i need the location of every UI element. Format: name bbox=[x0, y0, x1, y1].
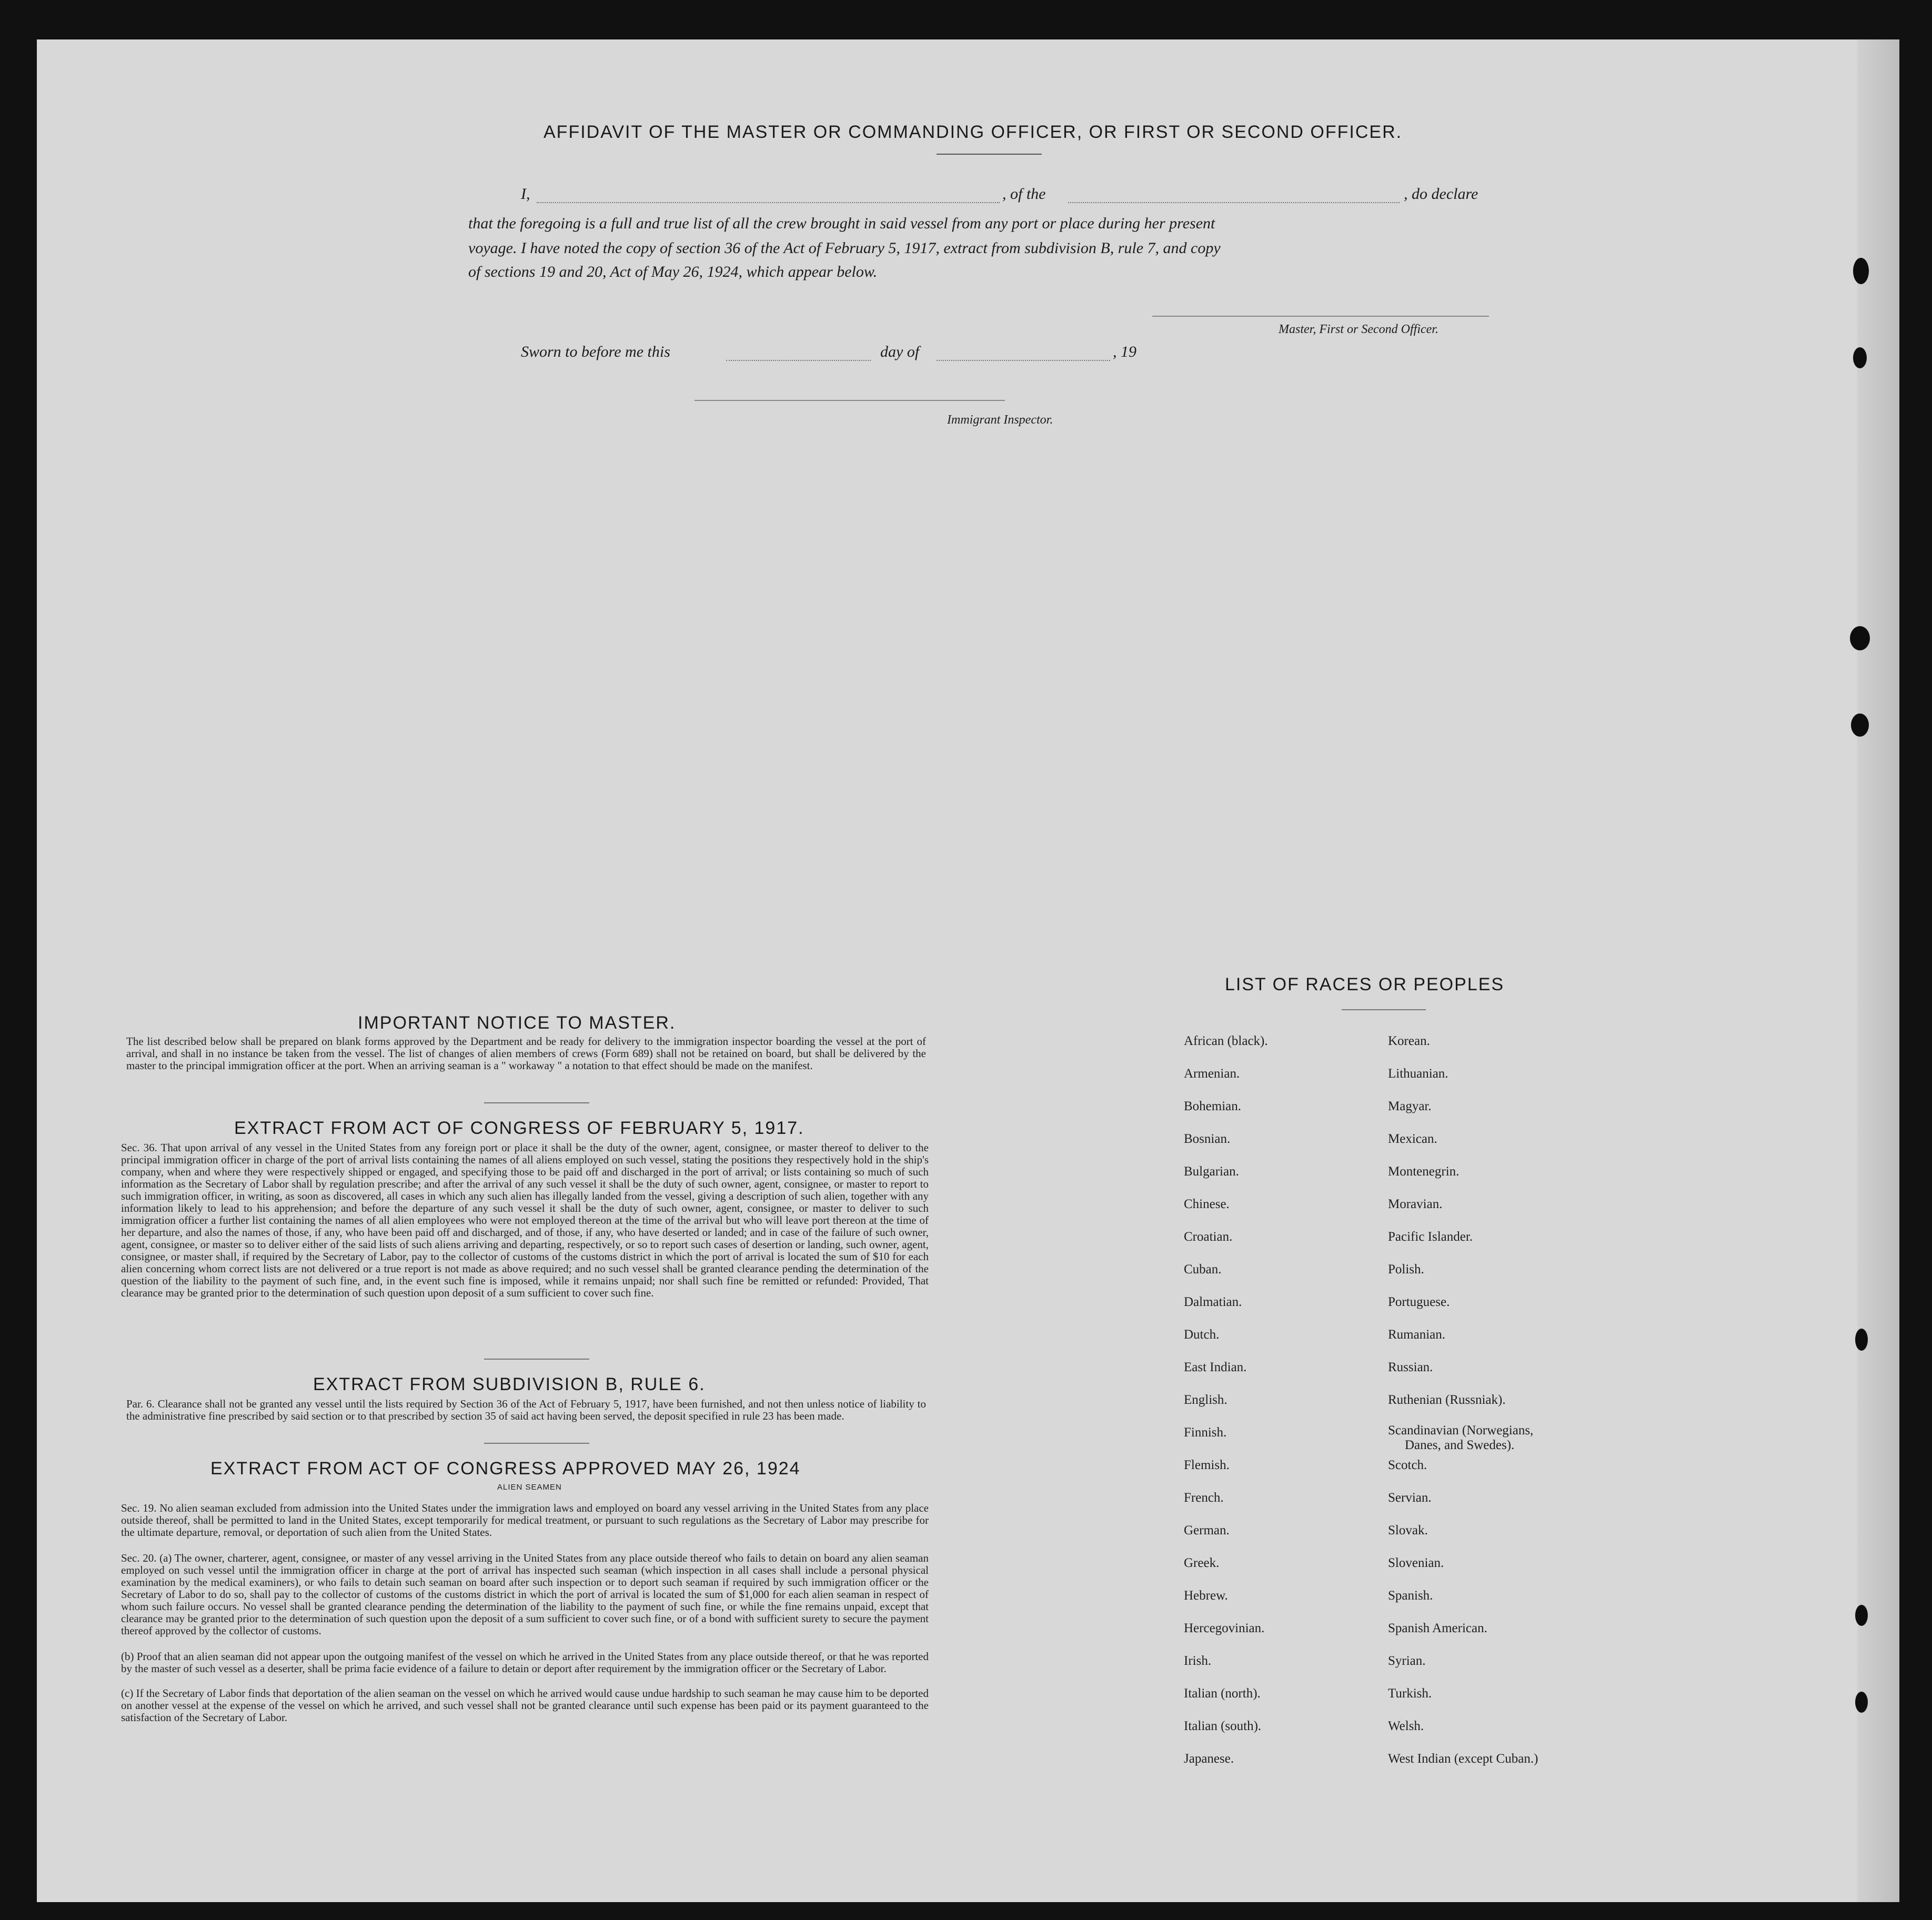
race-item: Chinese. bbox=[1184, 1197, 1230, 1211]
race-item: Italian (south). bbox=[1184, 1719, 1262, 1733]
race-item: East Indian. bbox=[1184, 1360, 1247, 1374]
day-of-label: day of bbox=[880, 343, 920, 360]
binder-hole bbox=[1851, 713, 1869, 737]
race-item: Scotch. bbox=[1388, 1458, 1427, 1472]
race-item: Finnish. bbox=[1184, 1425, 1227, 1440]
declaration-line-2: that the foregoing is a full and true list of all the crew brought in said vessel from any port or place during her present bbox=[468, 215, 1215, 232]
race-item: Flemish. bbox=[1184, 1458, 1230, 1472]
race-item: Bosnian. bbox=[1184, 1132, 1231, 1146]
extract-rule6-rule bbox=[484, 1443, 589, 1444]
race-item: Hercegovinian. bbox=[1184, 1621, 1265, 1635]
race-item: Slovak. bbox=[1388, 1523, 1428, 1537]
extract-1924-sec20b: (b) Proof that an alien seaman did not appear upon the outgoing manifest of the vessel on which he arrived in the United States from any place outside thereof, or that he was reported by the master of such vessel as a deserter, shall be prima facie evidence of a failure to detain or deport after requirement by the immigration officer or the Secretary of Labor. bbox=[121, 1650, 929, 1675]
sworn-prefix: Sworn to before me this bbox=[521, 343, 670, 360]
race-item: Slovenian. bbox=[1388, 1556, 1444, 1570]
extract-1924-sec19: Sec. 19. No alien seaman excluded from admission into the United States under the immigration laws and employed on board any vessel arriving in the United States from any place outside thereof, shall be permitted to land in the United States, except temporarily for medical treatment, or pursuant to such regulations as the Secretary of Labor may prescribe for the ultimate departure, removal, or deportation of such alien from the United States. bbox=[121, 1502, 929, 1539]
sworn-year-label: , 19 bbox=[1113, 343, 1136, 360]
race-item: Portuguese. bbox=[1388, 1295, 1450, 1309]
inspector-signature-line[interactable] bbox=[695, 400, 1005, 401]
race-item: Hebrew. bbox=[1184, 1589, 1228, 1603]
sworn-line bbox=[521, 343, 1179, 364]
master-signature-line[interactable] bbox=[1152, 316, 1489, 317]
extract-1924-subtitle: ALIEN SEAMEN bbox=[497, 1483, 562, 1492]
race-item: Russian. bbox=[1388, 1360, 1433, 1374]
do-declare-label: , do declare bbox=[1404, 185, 1478, 203]
affidavit-title: AFFIDAVIT OF THE MASTER OR COMMANDING OFFICER, OR FIRST OR SECOND OFFICER. bbox=[544, 122, 1403, 142]
binder-hole bbox=[1855, 1329, 1868, 1351]
race-item: Turkish. bbox=[1388, 1686, 1432, 1701]
binder-hole bbox=[1853, 258, 1869, 284]
declaration-line-1 bbox=[521, 185, 1505, 206]
extract-1917-title: EXTRACT FROM ACT OF CONGRESS OF FEBRUARY 5, 1917. bbox=[234, 1118, 804, 1138]
race-item: Italian (north). bbox=[1184, 1686, 1261, 1701]
race-item: Japanese. bbox=[1184, 1752, 1234, 1766]
race-item: Spanish American. bbox=[1388, 1621, 1487, 1635]
of-the-label: , of the bbox=[1002, 185, 1046, 203]
race-item: Rumanian. bbox=[1388, 1328, 1446, 1342]
race-item: Dalmatian. bbox=[1184, 1295, 1242, 1309]
race-item: Dutch. bbox=[1184, 1328, 1220, 1342]
race-item: Lithuanian. bbox=[1388, 1067, 1448, 1081]
notice-body: The list described below shall be prepared on blank forms approved by the Department and be ready for delivery to the immigration inspector boarding the vessel at the port of arrival, and shall in no instance be taken from the vessel. The list of changes of alien members of crews (Form 689) shall not be retained on board, but shall be delivered by the master to the principal immigration officer at the port. When an arriving seaman is a " workaway " a notation to that effect should be made on the manifest. bbox=[126, 1035, 926, 1072]
race-item: Servian. bbox=[1388, 1491, 1432, 1505]
binder-hole bbox=[1855, 1692, 1868, 1713]
race-item: Scandinavian (Norwegians, bbox=[1388, 1423, 1534, 1438]
declaration-line-4: of sections 19 and 20, Act of May 26, 1924, which appear below. bbox=[468, 263, 878, 280]
race-item: Bulgarian. bbox=[1184, 1164, 1239, 1179]
race-item: Ruthenian (Russniak). bbox=[1388, 1393, 1506, 1407]
declarant-prefix: I, bbox=[521, 185, 530, 203]
title-rule bbox=[937, 154, 1042, 155]
race-item: Greek. bbox=[1184, 1556, 1220, 1570]
declaration-line-3: voyage. I have noted the copy of section 36 of the Act of February 5, 1917, extract from subdivision B, rule 7, and copy bbox=[468, 239, 1221, 257]
extract-1924-sec20a: Sec. 20. (a) The owner, charterer, agent, consignee, or master of any vessel arriving in the United States from any place outside thereof who fails to detain on board any alien seaman employed on such vessel until the immigration officer in charge at the port of arrival has inspected such seaman (which inspection in all cases shall include a personal physical examination by the medical examiners), or who fails to detain such seaman on board after such inspection or to deport such seaman if required by such immigration officer or the Secretary of Labor to do so, shall pay to the collector of customs of the customs district in which the port of arrival is located the sum of $1,000 for each alien seaman in respect of whom such failure occurs. No vessel shall be granted clearance pending the determination of the liability to the payment of such fine, or while the fine remains unpaid, except that clearance may be granted prior to the determination of such question upon the deposit of a sum sufficient to cover such fine, or of a bond with sufficient surety to secure the payment thereof approved by the collector of customs. bbox=[121, 1552, 929, 1637]
race-item: Moravian. bbox=[1388, 1197, 1443, 1211]
race-item: Irish. bbox=[1184, 1654, 1212, 1668]
notice-title: IMPORTANT NOTICE TO MASTER. bbox=[358, 1013, 676, 1033]
declarant-name-field[interactable] bbox=[537, 202, 1000, 203]
races-rule bbox=[1342, 1009, 1426, 1010]
race-item: Bohemian. bbox=[1184, 1099, 1242, 1113]
race-item: Danes, and Swedes). bbox=[1405, 1438, 1515, 1452]
race-item: Montenegrin. bbox=[1388, 1164, 1460, 1179]
extract-rule6-body: Par. 6. Clearance shall not be granted any vessel until the lists required by Section 36 of the Act of February 5, 1917, have been furnished, and not then unless notice of liability to the administrative fine prescribed by said section or to that prescribed by section 35 of said act having been served, the deposit specified in rule 23 has been made. bbox=[126, 1398, 926, 1422]
binder-hole bbox=[1855, 1605, 1868, 1626]
binder-hole bbox=[1853, 347, 1867, 368]
binder-hole bbox=[1850, 626, 1870, 650]
race-item: German. bbox=[1184, 1523, 1230, 1537]
race-item: African (black). bbox=[1184, 1034, 1268, 1048]
extract-1917-body: Sec. 36. That upon arrival of any vessel in the United States from any foreign port or place it shall be the duty of the owner, agent, consignee, or master thereof to deliver to the principal immigration officer in charge of the port of arrival lists containing the names of all aliens employed on such vessel, stating the positions they respectively hold in the ship's company, when and where they were respectively shipped or engaged, and specifying those to be paid off and discharged in the port of arrival; or lists containing so much of such information as the Secretary of Labor shall by regulation prescribe; and after the arrival of any such vessel it shall be the duty of such owner, agent, consignee, or master to report to such immigration officer, in writing, as soon as discovered, all cases in which any such alien has illegally landed from the vessel, giving a description of such alien, together with any information likely to lead to his apprehension; and before the departure of any such vessel it shall be the duty of such owner, agent, consignee, or master to deliver to such immigration officer a further list containing the names of all alien employees who were not employed thereon at the time of the arrival but who will leave port thereon at the time of her departure, and also the names of those, if any, who have been paid off and discharged, and of those, if any, who have deserted or landed; and in case of the failure of such owner, agent, consignee, or master so to deliver either of the said lists of such aliens arriving and departing, respectively, or so to report such cases of desertion or landing, such owner, agent, consignee, or master shall, if required by the Secretary of Labor, pay to the collector of customs of the customs district in which the port of arrival is located the sum of $10 for each alien concerning whom correct lists are not delivered or a true report is not made as above required; and no such vessel shall be granted clearance pending the determination of the question of the liability to the payment of such fine, and, in the event such fine is imposed, while it remains unpaid; nor shall such fine be remitted or refunded: Provided, That clearance may be granted prior to the determination of such question upon deposit of a sum sufficient to cover such fine. bbox=[121, 1141, 929, 1299]
inspector-caption: Immigrant Inspector. bbox=[947, 413, 1053, 427]
race-item: English. bbox=[1184, 1393, 1227, 1407]
extract-1924-sec20c: (c) If the Secretary of Labor finds that deportation of the alien seaman on the vessel on which he arrived would cause undue hardship to such seaman he may cause him to be deported on another vessel at the expense of the vessel on which he arrived, and such vessel shall not be granted clearance until such expense has been paid or its payment guaranteed to the satisfaction of the Secretary of Labor. bbox=[121, 1687, 929, 1724]
race-item: Korean. bbox=[1388, 1034, 1430, 1048]
sworn-day-field[interactable] bbox=[726, 360, 871, 361]
extract-1924-title: EXTRACT FROM ACT OF CONGRESS APPROVED MAY 26, 1924 bbox=[210, 1459, 801, 1479]
race-item: French. bbox=[1184, 1491, 1224, 1505]
race-item: Mexican. bbox=[1388, 1132, 1437, 1146]
race-item: Pacific Islander. bbox=[1388, 1230, 1473, 1244]
notice-rule bbox=[484, 1102, 589, 1103]
race-item: Magyar. bbox=[1388, 1099, 1432, 1113]
race-item: Cuban. bbox=[1184, 1262, 1222, 1276]
race-item: Syrian. bbox=[1388, 1654, 1426, 1668]
race-item: Polish. bbox=[1388, 1262, 1424, 1276]
extract-1917-rule bbox=[484, 1359, 589, 1360]
master-caption: Master, First or Second Officer. bbox=[1279, 323, 1438, 336]
extract-rule6-title: EXTRACT FROM SUBDIVISION B, RULE 6. bbox=[313, 1374, 706, 1394]
vessel-name-field[interactable] bbox=[1068, 202, 1400, 203]
race-item: West Indian (except Cuban.) bbox=[1388, 1752, 1538, 1766]
sworn-month-field[interactable] bbox=[937, 360, 1110, 361]
race-item: Spanish. bbox=[1388, 1589, 1433, 1603]
races-title: LIST OF RACES OR PEOPLES bbox=[1225, 974, 1505, 994]
race-item: Croatian. bbox=[1184, 1230, 1233, 1244]
race-item: Welsh. bbox=[1388, 1719, 1424, 1733]
race-item: Armenian. bbox=[1184, 1067, 1240, 1081]
